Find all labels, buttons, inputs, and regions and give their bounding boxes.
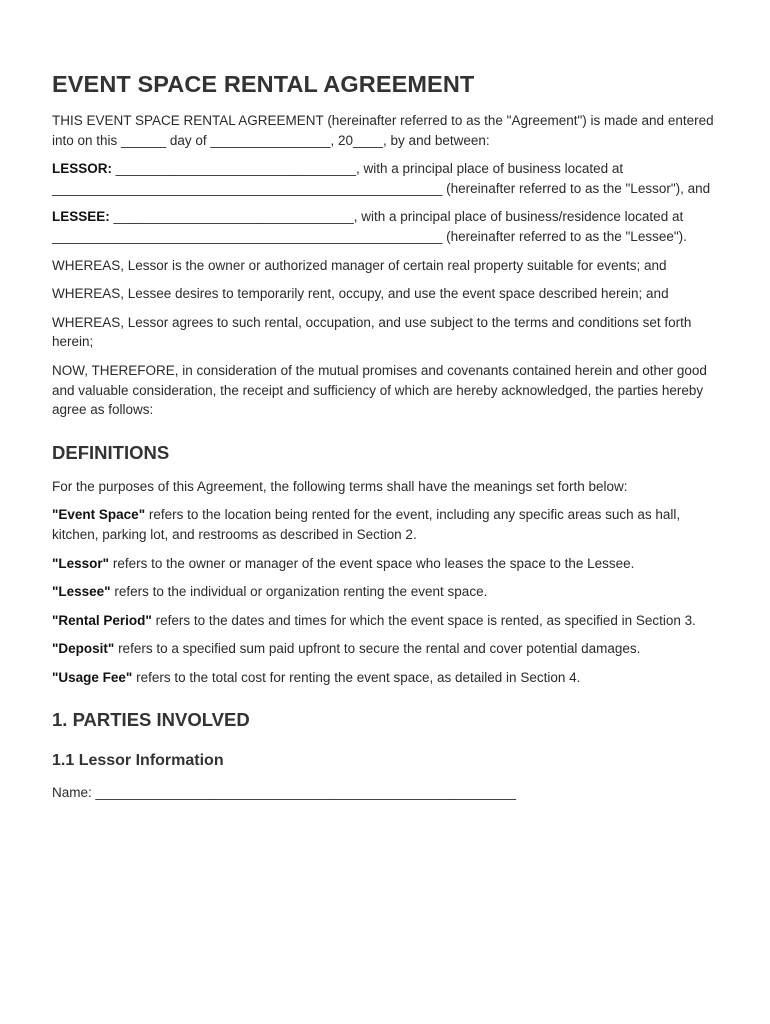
definition-term: "Deposit" (52, 641, 115, 657)
definition-text: refers to a specified sum paid upfront to secure the rental and cover potential damages. (114, 641, 641, 657)
definition-item-usage-fee (52, 668, 724, 688)
definition-term: "Usage Fee" (52, 669, 133, 685)
now-therefore-paragraph: NOW, THEREFORE, in consideration of the mutual promises and covenants contained herein and other good and valuable consideration, the receipt and sufficiency of which are hereby acknowledged, the parties hereby agree as follows: (52, 362, 707, 418)
definition-text: refers to the total cost for renting the event space, as detailed in Section 4. (132, 669, 581, 685)
definition-term: "Rental Period" (52, 612, 152, 628)
definition-term: "Event Space" (52, 507, 146, 523)
document-title: EVENT SPACE RENTAL AGREEMENT (52, 71, 475, 97)
definition-text: refers to the individual or organization renting the event space. (110, 584, 488, 600)
definitions-intro: For the purposes of this Agreement, the following terms shall have the meanings set forth below: (52, 478, 628, 494)
whereas-paragraph-3: WHEREAS, Lessor agrees to such rental, occupation, and use subject to the terms and conditions set forth herein; (52, 314, 692, 350)
lessor-information-heading: 1.1 Lessor Information (52, 752, 224, 770)
lessor-text: ________________________________, with a principal place of business located at ____________________________________________________ (hereinafter referred to as the "Lessor"), and (52, 161, 711, 196)
lessee-paragraph (52, 207, 724, 246)
document-body (52, 68, 724, 812)
definition-term: "Lessee" (52, 584, 111, 600)
definition-text: refers to the location being rented for the event, including any specific areas such as hall, kitchen, parking lot, and restrooms as described in Section 2. (52, 507, 681, 542)
definition-text: refers to the owner or manager of the event space who leases the space to the Lessee. (109, 555, 635, 571)
lessor-paragraph (52, 159, 724, 198)
parties-heading: 1. PARTIES INVOLVED (52, 709, 250, 731)
definition-text: refers to the dates and times for which the event space is rented, as specified in Section 3. (151, 612, 696, 628)
lessee-text: ________________________________, with a principal place of business/residence located at ____________________________________________________ (hereinafter referred to as the "Lessee"). (52, 209, 687, 244)
definition-item-rental-period (52, 611, 724, 631)
definition-item-lessee (52, 582, 724, 602)
lessee-label: LESSEE: (52, 209, 110, 225)
lessor-name-field: Name: ________________________________________________________ (52, 785, 516, 801)
definitions-heading: DEFINITIONS (52, 441, 170, 463)
definition-term: "Lessor" (52, 555, 110, 571)
intro-paragraph: THIS EVENT SPACE RENTAL AGREEMENT (hereinafter referred to as the "Agreement") is made and entered into on this ______ day of ________________, 20____, by and between: (52, 113, 714, 148)
definition-item-lessor (52, 554, 724, 574)
whereas-paragraph-1: WHEREAS, Lessor is the owner or authorized manager of certain real property suitable for events; and (52, 257, 667, 273)
lessor-label: LESSOR: (52, 161, 113, 177)
definition-item-deposit (52, 639, 724, 659)
definition-item-event-space (52, 505, 724, 544)
whereas-paragraph-2: WHEREAS, Lessee desires to temporarily rent, occupy, and use the event space described herein; and (52, 286, 669, 302)
